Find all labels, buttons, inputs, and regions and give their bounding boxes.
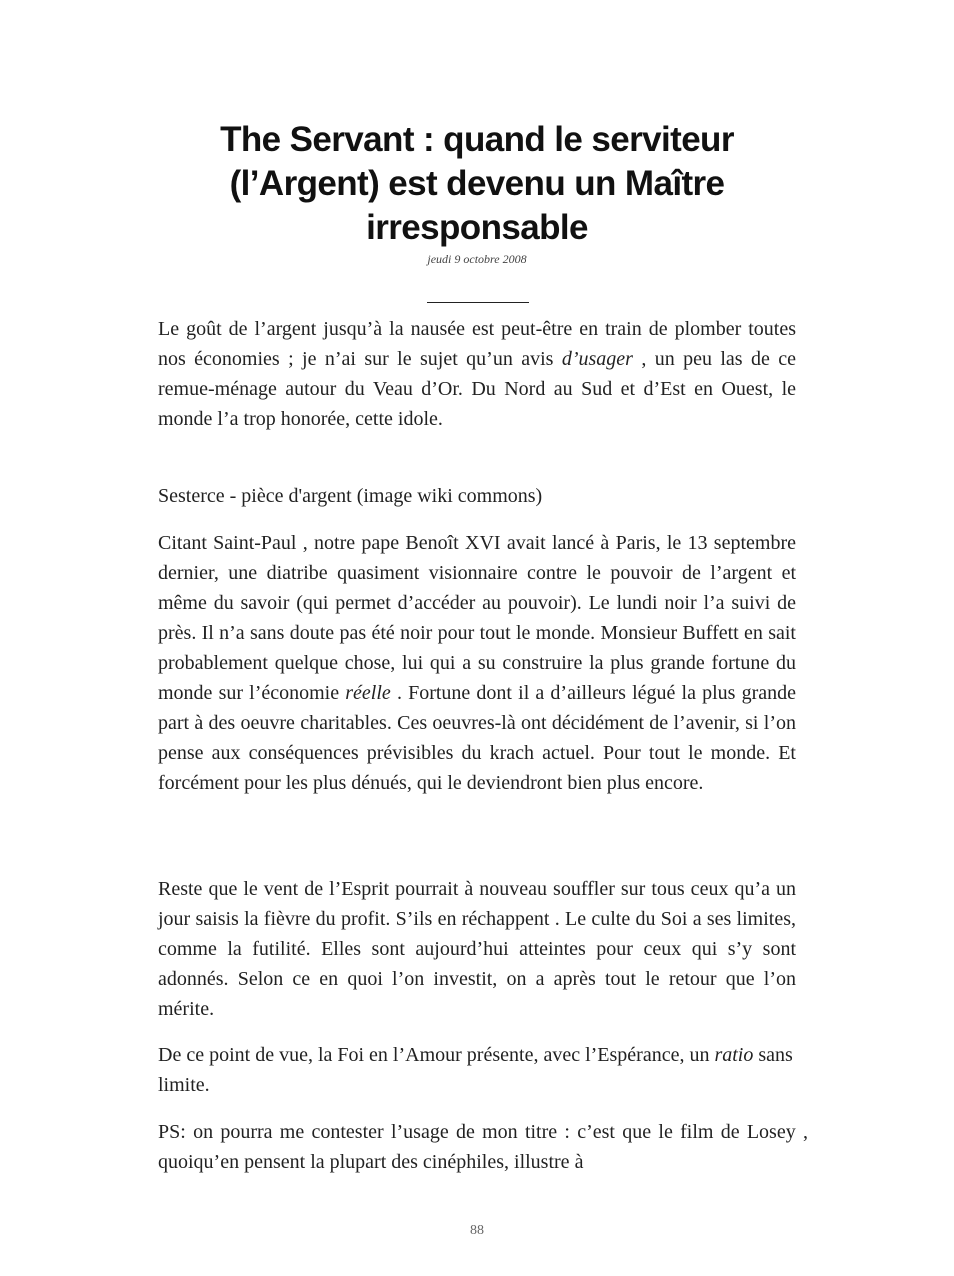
paragraph-pope [158,528,796,798]
paragraph-intro-text-1: Le goût de l’argent jusqu’à la nausée est peut-être en train de plomber toutes nos économies ; je n’ai sur le sujet qu’un avis [158,318,796,370]
paragraph-faith-text-1: De ce point de vue, la Foi en l’Amour présente, avec l’Espérance, un [158,1044,715,1066]
paragraph-faith-emphasis: ratio [714,1044,754,1066]
paragraph-faith [158,1040,796,1100]
paragraph-faith-text-2: sans limite. [158,1044,793,1096]
paragraph-intro-emphasis: d’usager [561,348,633,370]
article-date: jeudi 9 octobre 2008 [427,252,527,266]
image-caption: Sesterce - pièce d'argent (image wiki commons) [158,485,543,507]
paragraph-postscript: PS: on pourra me contester l’usage de mon titre : c’est que le film de Losey , quoiqu’en pensent la plupart des cinéphiles, illustre à [158,1121,808,1173]
paragraph-pope-text-2: . Fortune dont il a d’ailleurs légué la plus grande part à des oeuvre charitables. Ces oeuvres-là ont décidément de l’avenir, si l’on pense aux conséquences prévisibles du krach actuel. Pour tout le monde. Et forcément pour les plus dénués, qui le deviendront bien plus encore. [158,682,796,794]
paragraph-spirit: Reste que le vent de l’Esprit pourrait à nouveau souffler sur tous ceux qu’a un jour saisis la fièvre du profit. S’ils en réchappent . Le culte du Soi a ses limites, comme la futilité. Elles sont aujourd’hui atteintes pour ceux qui s’y sont adonnés. Selon ce en quoi l’on investit, on a après tout le retour que l’on mérite. [158,878,796,1020]
title-separator [427,302,529,303]
paragraph-intro [158,314,796,434]
paragraph-pope-emphasis: réelle [345,682,391,704]
paragraph-pope-text-1: Citant Saint-Paul , notre pape Benoît XVI avait lancé à Paris, le 13 septembre dernier, une diatribe quasiment visionnaire contre le pouvoir de l’argent et même du savoir (qui permet d’accéder au pouvoir). Le lundi noir l’a suivi de près. Il n’a sans doute pas été noir pour tout le monde. Monsieur Buffett en sait probablement quelque chose, lui qui a su construire la plus grande fortune du monde sur l’économie [158,532,796,704]
paragraph-intro-text-2: , un peu las de ce remue-ménage autour du Veau d’Or. Du Nord au Sud et d’Est en Ouest, le monde l’a trop honorée, cette idole. [158,348,796,430]
article-title: The Servant : quand le serviteur (l’Argent) est devenu un Maître irresponsable [220,120,734,247]
page-number: 88 [470,1223,484,1238]
